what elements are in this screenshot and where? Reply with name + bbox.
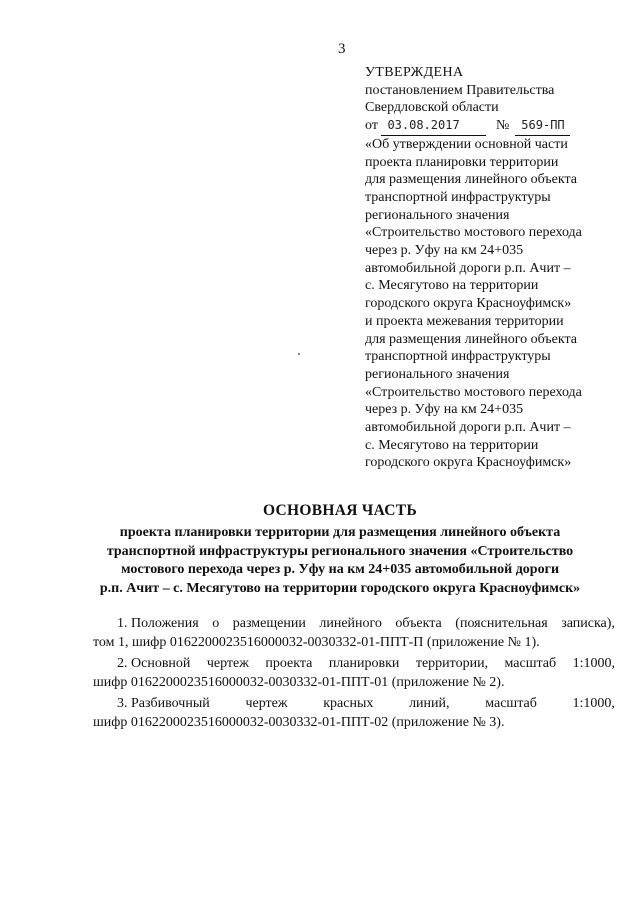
word: 1:1000, [572, 656, 615, 671]
page-number: 3 [338, 41, 346, 57]
description-line: для размещения линейного объекта [365, 172, 577, 188]
section-subtitle [60, 524, 620, 598]
description-line: транспортной инфраструктуры [365, 349, 551, 365]
word: размещении [232, 616, 306, 631]
description-line: городского округа Красноуфимск» [365, 296, 572, 312]
subtitle-line: проекта планировки территории для размещения линейного объекта [119, 525, 561, 540]
word: масштаб [504, 656, 557, 671]
approval-description [365, 136, 615, 472]
word: проекта [265, 656, 313, 671]
list-item-first-line [93, 694, 615, 713]
subtitle-line: р.п. Ачит – с. Месягутово на территории городского округа Красноуфимск» [99, 580, 581, 596]
description-line: и проекта межевания территории [365, 313, 564, 329]
approval-block [365, 64, 615, 472]
list-item-first-line [93, 614, 615, 633]
description-line: автомобильной дороги р.п. Ачит – [365, 260, 571, 276]
description-line: автомобильной дороги р.п. Ачит – [365, 420, 571, 436]
word: линий, [409, 696, 450, 711]
section-heading [60, 502, 620, 598]
description-line: городского округа Красноуфимск» [365, 455, 572, 471]
word: планировки [328, 656, 400, 671]
date-prefix: от [365, 118, 378, 134]
subtitle-line: транспортной инфраструктуры регионального значения «Строительство [106, 543, 574, 559]
list-item-first-line [93, 654, 615, 673]
word: (пояснительная [455, 616, 548, 631]
number-prefix: № [495, 118, 510, 134]
list-item-second-line: шифр 0162200023516000032-0030332-01-ППТ-02 (приложение № 3). [93, 715, 505, 730]
description-line: транспортной инфраструктуры [365, 189, 551, 205]
approval-line-1: постановлением Правительства [365, 82, 555, 98]
word: 1. Положения [117, 616, 199, 631]
description-line: через р. Уфу на км 24+035 [365, 402, 524, 418]
subtitle-line: мостового перехода через р. Уфу на км 24+035 автомобильной дороги [120, 562, 560, 577]
word: красных [323, 696, 374, 711]
word: линейного [319, 616, 382, 631]
list-item-second-line: шифр 0162200023516000032-0030332-01-ППТ-01 (приложение № 2). [93, 675, 505, 690]
list-item-second-line: том 1, шифр 0162200023516000032-0030332-01-ППТ-П (приложение № 1). [93, 635, 540, 650]
word: 1:1000, [572, 696, 615, 711]
word: 2. Основной [117, 656, 191, 671]
section-title: ОСНОВНАЯ ЧАСТЬ [263, 502, 417, 519]
approval-date-line [365, 117, 615, 136]
description-line: регионального значения [365, 366, 510, 382]
list-item [93, 694, 615, 732]
approval-title: УТВЕРЖДЕНА [365, 65, 464, 80]
list-item [93, 614, 615, 652]
word: чертеж [206, 656, 249, 671]
description-line: проекта планировки территории [365, 154, 559, 170]
list-item [93, 654, 615, 692]
description-line: через р. Уфу на км 24+035 [365, 243, 524, 259]
word: чертеж [245, 696, 288, 711]
approval-number: 569-ПП [515, 117, 570, 136]
word: записка), [561, 616, 615, 631]
scan-speck [298, 353, 300, 355]
description-line: «Строительство мостового перехода [365, 384, 582, 400]
word: 3. Разбивочный [117, 696, 210, 711]
appendix-list [93, 614, 615, 734]
word: объекта [395, 616, 442, 631]
approval-date: 03.08.2017 [381, 117, 486, 136]
description-line: с. Месягутово на территории [365, 278, 539, 294]
description-line: для размещения линейного объекта [365, 331, 577, 347]
description-line: «Строительство мостового перехода [365, 225, 582, 241]
description-line: «Об утверждении основной части [365, 136, 568, 152]
description-line: с. Месягутово на территории [365, 437, 539, 453]
description-line: регионального значения [365, 207, 510, 223]
word: масштаб [485, 696, 537, 711]
word: о [212, 616, 220, 631]
word: территории, [415, 656, 489, 671]
approval-line-2: Свердловской области [365, 100, 499, 116]
